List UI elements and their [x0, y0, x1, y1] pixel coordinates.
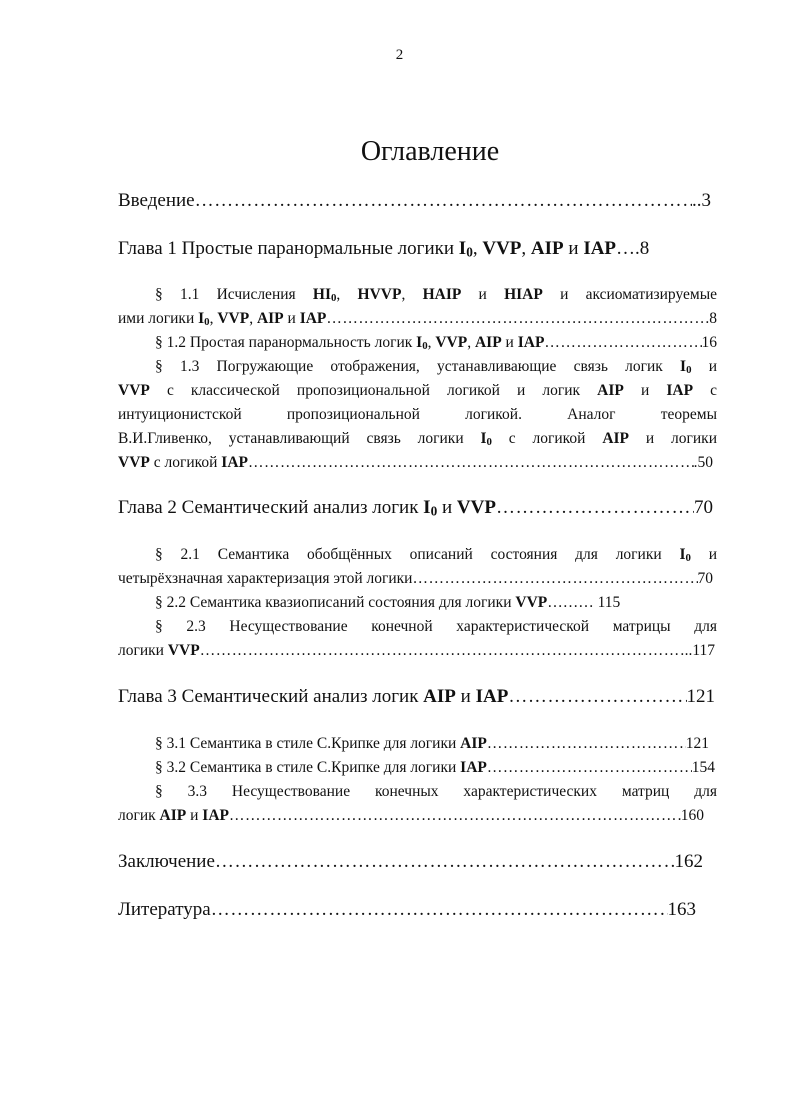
- dot-leader: [215, 851, 675, 873]
- toc-label: Заключение: [118, 851, 215, 872]
- toc-entry-section-2-1[interactable]: § 2.1 Семантика обобщённых описаний состояния для логики $I_0$ и: [155, 546, 718, 565]
- toc-page: ..3: [692, 190, 711, 211]
- dot-leader: [211, 899, 668, 921]
- dot-leader: [508, 686, 686, 708]
- toc-page: 16: [701, 334, 717, 351]
- dot-leader: [229, 807, 681, 825]
- toc-page: 162: [674, 851, 703, 872]
- toc-entry-section-1-3-line5[interactable]: VVP с логикой IAP ………………………………………………………………………………………………………………………………………………………………………………………… .50: [118, 454, 713, 472]
- toc-entry-section-3-3[interactable]: § 3.3 Несуществование конечных характеристических матриц для: [155, 783, 717, 800]
- toc-page: 163: [667, 899, 696, 920]
- dot-leader: [200, 642, 685, 660]
- toc-page: 121: [685, 735, 709, 752]
- toc-page: ..117: [684, 642, 715, 659]
- toc-entry-section-3-2[interactable]: § 3.2 Семантика в стиле С.Крипке для логики IAP ………………………………………………………………………………………………………………………………………………………………………………………… 154: [155, 759, 715, 777]
- toc-page: 115: [597, 594, 621, 611]
- toc-page: ….8: [616, 238, 650, 259]
- dot-leader: [487, 759, 692, 777]
- toc-entry-section-1-1-cont[interactable]: ими логики $I_0$, VVP, AIP и IAP ………………………………………………………………………………………………………………………………………………………………………………………… .8: [118, 310, 717, 328]
- toc-entry-section-1-3-line4[interactable]: В.И.Гливенко, устанавливающий связь логики $I_0$ с логикой AIP и логики: [118, 430, 717, 449]
- toc-entry-section-2-2[interactable]: § 2.2 Семантика квазиописаний состояния для логики VVP……… 115: [155, 594, 621, 611]
- dot-leader: [544, 334, 701, 352]
- dot-leader: [487, 735, 686, 753]
- toc-entry-section-2-3[interactable]: § 2.3 Несуществование конечной характеристической матрицы для: [155, 618, 717, 635]
- toc-page: 70: [694, 497, 713, 518]
- dot-leader: [326, 310, 705, 328]
- toc-entry-chapter-3[interactable]: Глава 3 Семантический анализ логик AIP и IAP ………………………………………………………………………………………………………………………………………………………………………………………… 121: [118, 686, 715, 708]
- toc-entry-chapter-2[interactable]: Глава 2 Семантический анализ логик $I_0$ и VVP ………………………………………………………………………………………………………………………………………………………………………………………… 70: [118, 497, 713, 519]
- toc-entry-section-3-1[interactable]: § 3.1 Семантика в стиле С.Крипке для логики AIP ………………………………………………………………………………………………………………………………………………………………………………………… 121: [155, 735, 709, 753]
- dot-leader: [195, 190, 692, 212]
- toc-page: 70: [697, 570, 713, 587]
- dot-leader: [248, 454, 694, 472]
- toc-entry-section-1-3[interactable]: § 1.3 Погружающие отображения, устанавливающие связь логик $I_0$ и: [155, 358, 717, 377]
- toc-entry-section-1-3-line2[interactable]: VVP с классической пропозициональной логикой и логик AIP и IAP с: [118, 382, 718, 399]
- toc-entry-section-2-3-cont[interactable]: логики VVP ………………………………………………………………………………………………………………………………………………………………………………………… ..117: [118, 642, 715, 660]
- toc-label: Литература: [118, 899, 211, 920]
- page-number: 2: [395, 47, 404, 63]
- dot-leader: [412, 570, 697, 588]
- toc-entry-literature[interactable]: [118, 899, 696, 921]
- toc-entry-section-2-1-cont[interactable]: четырёхзначная характеризация этой логики ………………………………………………………………………………………………………………………………………………………………………………………… 70: [118, 570, 713, 588]
- page-title: Оглавление: [360, 136, 500, 167]
- toc-entry-conclusion[interactable]: [118, 851, 703, 873]
- toc-entry-section-3-3-cont[interactable]: логик AIP и IAP ………………………………………………………………………………………………………………………………………………………………………………………… 160: [118, 807, 704, 825]
- toc-entry-section-1-3-line3[interactable]: интуиционистской пропозициональной логикой. Аналог теоремы: [118, 406, 717, 423]
- toc-label: Введение: [118, 190, 195, 211]
- toc-page: 160: [680, 807, 704, 824]
- toc-page: 121: [686, 686, 715, 707]
- toc-entry-section-1-1[interactable]: § 1.1 Исчисления $HI_0$, HVVP, HAIP и HIAP и аксиоматизируемые: [155, 286, 717, 305]
- dot-leader: ………: [547, 594, 598, 611]
- toc-entry-chapter-1[interactable]: Глава 1 Простые паранормальные логики $I_0$, VVP, AIP и IAP….8: [118, 238, 650, 260]
- toc-page: .50: [693, 454, 713, 471]
- toc-page: 154: [691, 759, 715, 776]
- dot-leader: [496, 497, 694, 519]
- toc-entry-intro[interactable]: [118, 190, 711, 212]
- toc-entry-section-1-2[interactable]: § 1.2 Простая паранормальность логик $I_0$, VVP, AIP и IAP ………………………………………………………………………………………………………………………………………………………………………………………… 16: [155, 334, 717, 352]
- toc-page: .8: [705, 310, 717, 327]
